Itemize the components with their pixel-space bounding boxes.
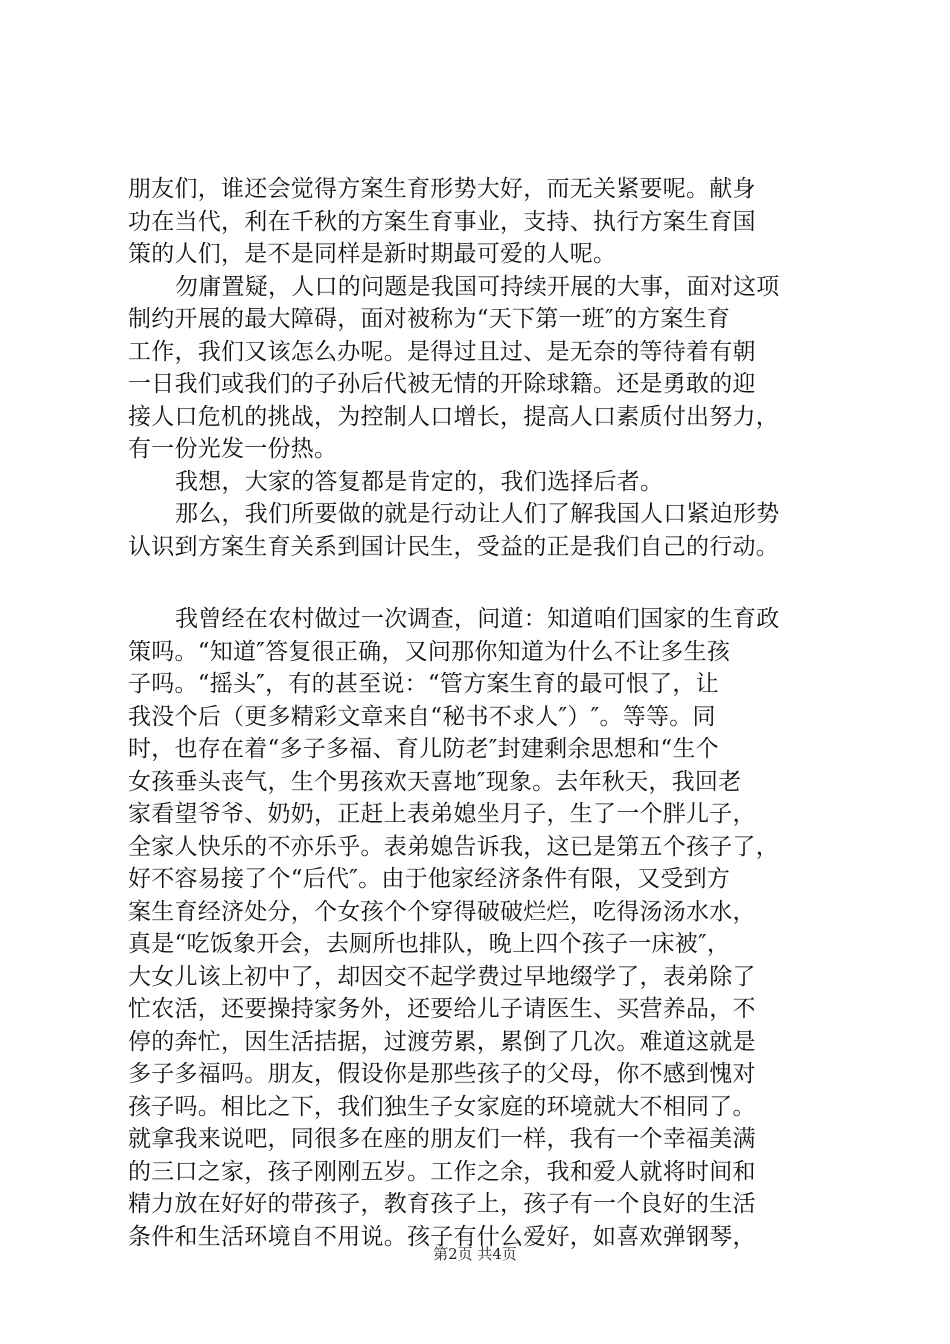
text-line: 制约开展的最大障碍，面对被称为“天下第一班″的方案生育 [128, 306, 731, 332]
text-line: 忙农活，还要操持家务外，还要给儿子请医生、买营养品，不 [128, 996, 756, 1022]
bottom-text-block [128, 603, 828, 1253]
paragraph [128, 466, 828, 499]
paragraph [128, 498, 828, 563]
text-line: 时，也存在着“多子多福、育儿防老″封建剩余思想和“生个 [128, 736, 719, 762]
paragraph-gap [128, 563, 828, 603]
text-line: 我曾经在农村做过一次调查，问道：知道咱们国家的生育政 [175, 606, 780, 632]
text-line: 接人口危机的挑战，为控制人口增长，提高人口素质付出努力， [128, 403, 779, 430]
text-line: 子吗。“摇头″，有的甚至说：“管方案生育的最可恨了，让 [128, 671, 719, 697]
text-line: 朋友们，谁还会觉得方案生育形势大好，而无关紧要呢。献身 [128, 176, 756, 202]
text-line: 有一份光发一份热。 [128, 436, 338, 462]
body-text [128, 173, 828, 1253]
text-line: 策吗。“知道″答复很正确，又问那你知道为什么不让多生孩 [128, 638, 731, 665]
text-line: 那么，我们所要做的就是行动让人们了解我国人口紧迫形势 [175, 501, 780, 527]
text-line: 的三口之家，孩子刚刚五岁。工作之余，我和爱人就将时间和 [128, 1158, 756, 1185]
text-line: 大女儿该上初中了，却因交不起学费过早地缀学了，表弟除了 [128, 963, 756, 990]
text-line: 多子多福吗。朋友，假设你是那些孩子的父母，你不感到愧对 [128, 1061, 756, 1087]
text-line: 就拿我来说吧，同很多在座的朋友们一样，我有一个幸福美满 [128, 1126, 756, 1152]
text-line: 停的奔忙，因生活拮据，过渡劳累，累倒了几次。难道这就是 [128, 1028, 756, 1055]
text-line: 全家人快乐的不亦乐乎。表弟媳告诉我，这已是第五个孩子了， [128, 833, 779, 860]
text-line: 家看望爷爷、奶奶，正赶上表弟媳坐月子，生了一个胖儿子， [128, 801, 756, 827]
text-line: 工作，我们又该怎么办呢。是得过且过、是无奈的等待着有朝 [128, 338, 756, 365]
paragraph [128, 173, 828, 271]
paragraph [128, 603, 828, 1253]
text-line: 精力放在好好的带孩子，教育孩子上，孩子有一个良好的生活 [128, 1191, 756, 1217]
text-line: 条件和生活环境自不用说。孩子有什么爱好，如喜欢弹钢琴， [128, 1223, 756, 1250]
text-line: 功在当代，利在千秋的方案生育事业，支持、执行方案生育国 [128, 208, 756, 235]
text-line: 我没个后（更多精彩文章来自“秘书不求人″）″。等等。同 [128, 703, 716, 730]
text-line: 案生育经济处分，个女孩个个穿得破破烂烂，吃得汤汤水水， [128, 898, 756, 925]
text-line: 勿庸置疑，人口的问题是我国可持续开展的大事，面对这项 [175, 273, 780, 300]
text-line: 我想，大家的答复都是肯定的，我们选择后者。 [175, 468, 664, 495]
text-line: 孩子吗。相比之下，我们独生子女家庭的环境就大不相同了。 [128, 1093, 756, 1120]
paragraph [128, 271, 828, 466]
text-line: 好不容易接了个“后代″。由于他家经济条件有限，又受到方 [128, 866, 731, 892]
text-line: 女孩垂头丧气，生个男孩欢天喜地″现象。去年秋天，我回老 [128, 768, 742, 795]
text-line: 认识到方案生育关系到国计民生，受益的正是我们自己的行动。 [128, 533, 779, 560]
page-footer: 第2页 共4页 [433, 1245, 517, 1263]
text-line: 一日我们或我们的子孙后代被无情的开除球籍。还是勇敢的迎 [128, 371, 756, 397]
top-text-block [128, 173, 828, 563]
text-line: 真是“吃饭象开会，去厕所也排队，晚上四个孩子一床被″， [128, 931, 731, 957]
text-line: 策的人们，是不是同样是新时期最可爱的人呢。 [128, 241, 617, 267]
